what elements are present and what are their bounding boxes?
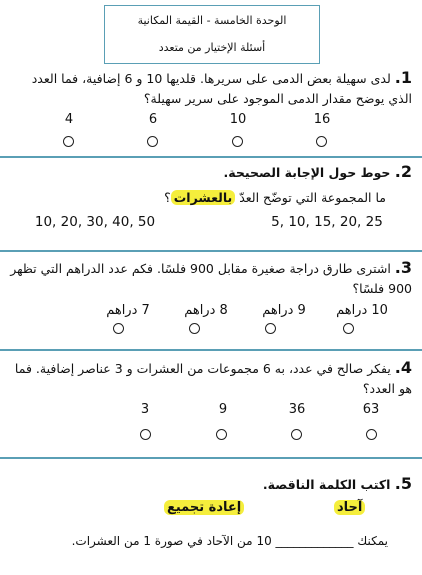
question-2-prompt <box>6 188 386 208</box>
question-5-number: 5. <box>394 474 412 493</box>
q1-radio-1[interactable] <box>316 136 327 147</box>
header-box <box>104 5 320 64</box>
q4-option-3: 9 <box>218 402 228 417</box>
question-2-highlight: بالعشرات <box>171 190 235 205</box>
q2-option-1[interactable]: 5, 10, 15, 20, 25 <box>271 214 383 230</box>
q3-option-4: 7 دراهم <box>106 303 150 318</box>
q2-option-2[interactable]: 10, 20, 30, 40, 50 <box>34 214 156 230</box>
q1-radio-3[interactable] <box>147 136 158 147</box>
q3-radio-1[interactable] <box>343 323 354 334</box>
q4-radio-2[interactable] <box>291 429 302 440</box>
q4-radio-4[interactable] <box>140 429 151 440</box>
question-1-text: لدى سهيلة بعض الدمى على سريرها. قلديها 10 و 6 إضافية، فما العدد الذي يوضح مقدار الدمى الموجود على سرير سهيلة؟ <box>31 71 412 106</box>
q1-option-4: 4 <box>64 112 74 127</box>
q1-option-2: 10 <box>229 112 247 127</box>
section-title: أسئلة الإختيار من متعدد <box>158 41 266 54</box>
word-bank-ahad: آحاد <box>334 500 365 515</box>
question-2-text-before: ما المجموعة التي توضّح العدّ <box>239 190 386 205</box>
question-3-number: 3. <box>394 258 412 277</box>
question-3 <box>8 258 412 299</box>
question-3-text: اشترى طارق دراجة صغيرة مقابل 900 فلسًا. فكم عدد الدراهم التي تظهر 900 فلسًا؟ <box>10 261 412 296</box>
question-2-number: 2. <box>394 162 412 181</box>
question-5-sentence: يمكنك _____________ 10 من الآحاد في صورة 1 من العشرات. <box>71 534 388 548</box>
q1-option-3: 6 <box>148 112 158 127</box>
q4-option-4: 3 <box>140 402 150 417</box>
question-2-title: حوط حول الإجابة الصحيحة. <box>223 165 391 180</box>
unit-title: الوحدة الخامسة - القيمة المكانية <box>137 14 287 27</box>
separator <box>0 156 422 158</box>
q3-option-1: 10 دراهم <box>336 303 388 318</box>
word-bank-item-2[interactable] <box>164 500 244 515</box>
question-1-number: 1. <box>394 68 412 87</box>
q4-radio-3[interactable] <box>216 429 227 440</box>
word-bank-item-1[interactable] <box>334 500 365 515</box>
q1-radio-2[interactable] <box>232 136 243 147</box>
question-4-number: 4. <box>394 358 412 377</box>
q3-option-2: 9 دراهم <box>262 303 306 318</box>
q1-radio-4[interactable] <box>63 136 74 147</box>
separator <box>0 457 422 459</box>
question-2-text-after: ؟ <box>164 190 171 205</box>
q4-option-2: 36 <box>288 402 306 417</box>
question-4-text: يفكر صالح في عدد، به 6 مجموعات من العشرات و 3 عناصر إضافية. فما هو العدد؟ <box>14 361 412 396</box>
question-5 <box>8 474 412 495</box>
q3-option-3: 8 دراهم <box>184 303 228 318</box>
separator <box>0 250 422 252</box>
q3-radio-2[interactable] <box>265 323 276 334</box>
question-1 <box>8 68 412 109</box>
q3-radio-3[interactable] <box>189 323 200 334</box>
question-5-title: اكتب الكلمة الناقصة. <box>262 477 391 492</box>
word-bank-regroup: إعادة تجميع <box>164 500 244 515</box>
question-4 <box>8 358 412 399</box>
separator <box>0 349 422 351</box>
q4-radio-1[interactable] <box>366 429 377 440</box>
question-2 <box>8 162 412 183</box>
q4-option-1: 63 <box>362 402 380 417</box>
q1-option-1: 16 <box>313 112 331 127</box>
q3-radio-4[interactable] <box>113 323 124 334</box>
